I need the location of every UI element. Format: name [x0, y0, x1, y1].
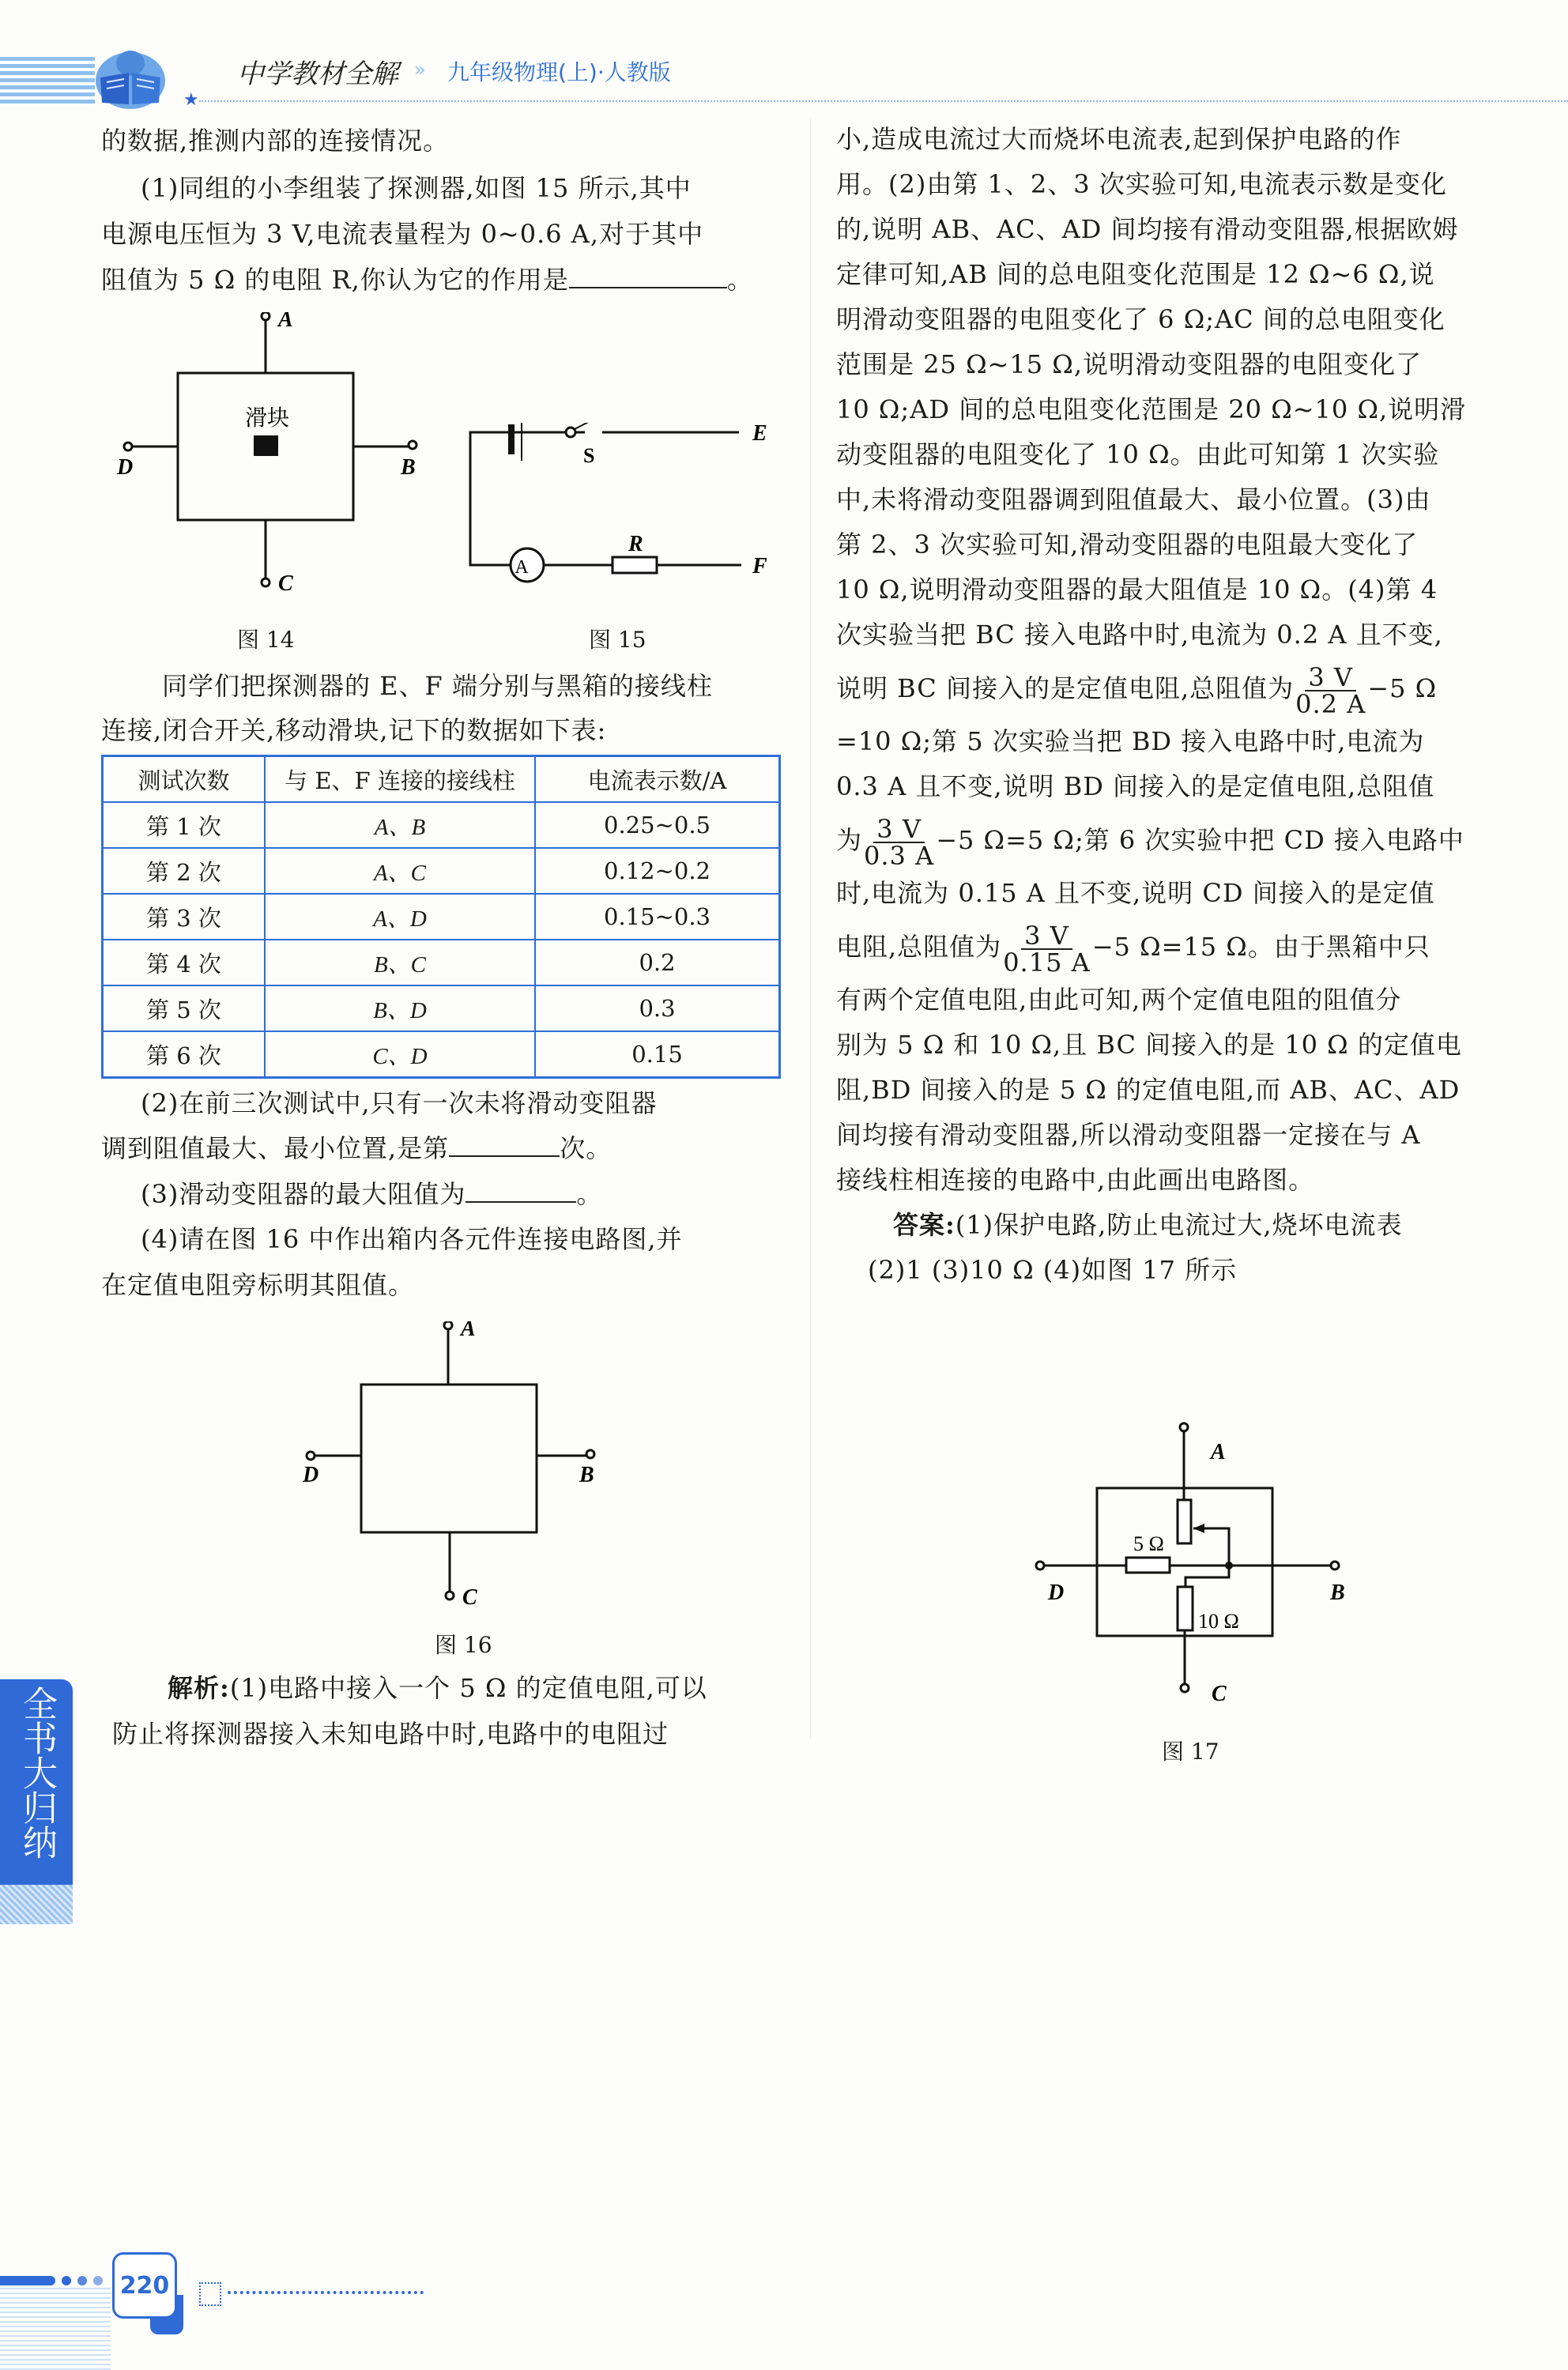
analysis-line-2: 防止将探测器接入未知电路中时,电路中的电阻过	[112, 1719, 669, 1749]
slider-arrow-icon	[1193, 1524, 1204, 1533]
label-a: A	[1211, 1440, 1226, 1464]
answer-line-2: (2)1 (3)10 Ω (4)如图 17 所示	[868, 1255, 1238, 1285]
analysis-cont-line: 范围是 25 Ω~15 Ω,说明滑动变阻器的电阻变化了	[836, 349, 1423, 379]
analysis-cont-line: 接线柱相连接的电路中,由此画出电路图。	[836, 1165, 1315, 1195]
label-d: D	[117, 455, 134, 480]
analysis-cont-line: 的,说明 AB、AC、AD 间均接有滑动变阻器,根据欧姆	[836, 214, 1459, 244]
footer-dotted-line	[228, 2291, 424, 2294]
table-row	[103, 802, 780, 848]
figure-17-caption: 图 17	[1162, 1739, 1219, 1765]
series-title: 中学教材全解	[237, 58, 398, 90]
cell-current: 0.12~0.2	[535, 848, 780, 894]
cell-trial: 第 5 次	[103, 985, 266, 1031]
cell-current: 0.3	[535, 985, 780, 1031]
q2-line-2-text: 调到阻值最大、最小位置,是第	[101, 1133, 450, 1163]
col-header-terminals: 与 E、F 连接的接线柱	[265, 756, 535, 803]
frac1-den: 0.2 A	[1295, 688, 1366, 719]
frac1-pre: 说明 BC 间接入的是定值电阻,总阻值为	[836, 673, 1295, 703]
analysis-cont-line: 10 Ω,说明滑动变阻器的最大阻值是 10 Ω。(4)第 4	[836, 575, 1438, 605]
label-c: C	[278, 571, 293, 596]
analysis-cont-line: 别为 5 Ω 和 10 Ω,且 BC 间接入的是 10 Ω 的定值电	[836, 1030, 1462, 1060]
q3-line	[141, 1172, 602, 1217]
footer-dot	[77, 2276, 87, 2285]
figure-16-empty-box[interactable]	[296, 1321, 612, 1614]
label-e: E	[752, 423, 767, 446]
label-c: C	[1212, 1682, 1227, 1706]
reading-mascot-logo-icon	[83, 46, 178, 111]
analysis-cont-line: 中,未将滑动变阻器调到阻值最大、最小位置。(3)由	[836, 484, 1431, 514]
frac2-den: 0.3 A	[864, 840, 935, 871]
frac1-num: 3 V	[1305, 665, 1356, 691]
label-a: A	[461, 1321, 476, 1341]
answer-line-1	[836, 1203, 1466, 1248]
q2-answer-blank[interactable]	[449, 1132, 560, 1157]
q1-answer-blank[interactable]	[569, 263, 727, 288]
terminal-d	[124, 443, 132, 450]
measurement-table	[101, 755, 781, 1079]
cell-trial: 第 2 次	[103, 848, 266, 894]
analysis-text-1: (1)电路中接入一个 5 Ω 的定值电阻,可以	[229, 1673, 707, 1703]
terminal-a	[444, 1321, 452, 1329]
q2-end: 次。	[560, 1133, 612, 1163]
battery-icon	[508, 424, 514, 454]
answer-label: 答案:	[893, 1210, 956, 1240]
table-row	[103, 1031, 780, 1078]
fraction-line-1	[836, 657, 1466, 719]
label-f: F	[752, 554, 767, 578]
header-stripes	[0, 57, 95, 104]
slider-block	[254, 435, 278, 456]
cell-terminals: B、C	[265, 940, 535, 985]
analysis-cont-line: 时,电流为 0.15 A 且不变,说明 CD 间接入的是定值	[836, 878, 1435, 908]
q2-line-1: (2)在前三次测试中,只有一次未将滑动变阻器	[141, 1088, 658, 1118]
analysis-cont-line: 小,造成电流过大而烧坏电流表,起到保护电路的作	[836, 124, 1402, 154]
terminal-d	[1036, 1562, 1044, 1569]
analysis-cont-line: 定律可知,AB 间的总电阻变化范围是 12 Ω~6 Ω,说	[836, 259, 1435, 289]
q1-line-2: 电源电压恒为 3 V,电流表量程为 0~0.6 A,对于其中	[101, 219, 704, 249]
cell-terminals: A、D	[265, 894, 535, 940]
label-d: D	[303, 1463, 319, 1487]
q3-text: (3)滑动变阻器的最大阻值为	[141, 1179, 466, 1209]
analysis-line-1	[168, 1666, 707, 1711]
table-row	[103, 985, 780, 1031]
header-dotted-rule	[199, 100, 1568, 102]
side-tab-pattern	[0, 1885, 73, 1924]
footer-square-icon	[199, 2282, 221, 2306]
table-header-row	[103, 756, 780, 803]
col-header-current: 电流表示数/A	[535, 756, 780, 803]
terminal-a	[262, 312, 270, 320]
frac3-pre: 电阻,总阻值为	[836, 932, 1002, 962]
frac2-num: 3 V	[873, 816, 925, 843]
fraction-line-2	[836, 809, 1466, 871]
side-tab-label: 全书大归纳	[17, 1686, 57, 1859]
fraction-line-3	[836, 916, 1466, 978]
frac3-num: 3 V	[1021, 923, 1072, 950]
terminal-c	[446, 1592, 454, 1599]
figure-14-black-box	[103, 312, 435, 612]
fraction-3v-over-0.3a	[864, 813, 935, 871]
figure-16-caption: 图 16	[435, 1632, 492, 1658]
frac2-pre: 为	[836, 825, 863, 855]
analysis-cont-line: 10 Ω;AD 间的总电阻变化范围是 20 Ω~10 Ω,说明滑	[836, 394, 1467, 424]
side-tab-chapter[interactable]	[0, 1679, 73, 1885]
ammeter-label: A	[514, 557, 529, 578]
table-row	[103, 940, 780, 985]
star-icon: ★	[183, 90, 199, 110]
fraction-3v-over-0.15a	[1003, 920, 1091, 978]
q1-line-3-text: 阻值为 5 Ω 的电阻 R,你认为它的作用是	[101, 265, 569, 295]
cell-terminals: C、D	[265, 1031, 535, 1078]
box-outline	[361, 1385, 537, 1532]
analysis-label: 解析:	[168, 1673, 230, 1703]
figure-15-caption: 图 15	[589, 627, 646, 653]
cell-terminals: A、C	[265, 848, 535, 894]
resistor-10-ohm	[1178, 1587, 1193, 1630]
q4-line-2: 在定值电阻旁标明其阻值。	[101, 1270, 415, 1300]
table-intro-line-1: 同学们把探测器的 E、F 端分别与黑箱的接线柱	[162, 671, 713, 701]
column-divider	[810, 119, 811, 1739]
resistor-5-ohm	[1126, 1558, 1170, 1573]
analysis-cont-line: 第 2、3 次实验可知,滑动变阻器的电阻最大变化了	[836, 529, 1419, 560]
book-subtitle: 九年级物理(上)·人教版	[447, 59, 671, 85]
terminal-b	[409, 441, 416, 449]
figure-14-caption: 图 14	[237, 627, 295, 653]
q1-line-3	[101, 258, 753, 303]
cell-current: 0.25~0.5	[535, 802, 780, 848]
terminal-b	[586, 1450, 594, 1458]
cell-trial: 第 4 次	[103, 940, 266, 985]
terminal-c	[1181, 1684, 1189, 1692]
cell-terminals: B、D	[265, 985, 535, 1031]
analysis-cont-line: 动变阻器的电阻变化了 10 Ω。由此可知第 1 次实验	[836, 439, 1440, 469]
figure-15-detector-circuit	[466, 423, 782, 605]
q2-line-2	[101, 1126, 612, 1171]
r1-label: 5 Ω	[1133, 1532, 1164, 1555]
footer-pattern	[0, 2288, 111, 2370]
analysis-cont-line: =10 Ω;第 5 次实验当把 BD 接入电路中时,电流为	[836, 726, 1425, 756]
resistor-label: R	[628, 532, 643, 556]
analysis-cont-line: 0.3 A 且不变,说明 BD 间接入的是定值电阻,总阻值	[836, 771, 1435, 801]
cell-current: 0.2	[535, 940, 780, 985]
cell-current: 0.15~0.3	[535, 894, 780, 940]
terminal-a	[1180, 1423, 1188, 1431]
fraction-3v-over-0.2a	[1295, 661, 1366, 719]
table-row	[103, 894, 780, 940]
analysis-cont-line: 间均接有滑动变阻器,所以滑动变阻器一定接在与 A	[836, 1120, 1421, 1150]
header-separator: »	[414, 58, 426, 81]
terminal-c	[262, 578, 270, 586]
q3-end: 。	[576, 1179, 603, 1209]
table-row	[103, 848, 780, 894]
footer-dot	[93, 2276, 103, 2285]
figure-17-solution-circuit	[1027, 1415, 1359, 1707]
label-b: B	[1330, 1581, 1345, 1605]
r2-label: 10 Ω	[1198, 1610, 1239, 1633]
slider-label: 滑块	[245, 406, 290, 431]
cell-trial: 第 1 次	[103, 802, 266, 848]
frac3-den: 0.15 A	[1003, 947, 1091, 978]
q1-end: 。	[726, 265, 753, 295]
analysis-cont-line: 用。(2)由第 1、2、3 次实验可知,电流表示数是变化	[836, 169, 1447, 199]
page-number: 220	[112, 2252, 177, 2319]
label-c: C	[462, 1585, 477, 1610]
answer-text-1: (1)保护电路,防止电流过大,烧坏电流表	[955, 1210, 1403, 1240]
resistor-r	[612, 557, 657, 573]
frac3-post: −5 Ω=15 Ω。由于黑箱中只	[1091, 932, 1430, 962]
q3-answer-blank[interactable]	[466, 1177, 576, 1203]
right-column	[836, 117, 1466, 1293]
junction-dot	[1225, 1562, 1233, 1569]
switch-label: S	[583, 444, 595, 467]
analysis-cont-line: 有两个定值电阻,由此可知,两个定值电阻的阻值分	[836, 985, 1402, 1015]
frac1-post: −5 Ω	[1367, 673, 1438, 703]
intro-line: 的数据,推测内部的连接情况。	[101, 126, 450, 156]
label-b: B	[579, 1463, 594, 1487]
col-header-trial: 测试次数	[103, 756, 266, 803]
label-b: B	[401, 455, 416, 480]
frac2-post: −5 Ω=5 Ω;第 6 次实验中把 CD 接入电路中	[936, 825, 1464, 855]
cell-trial: 第 3 次	[103, 894, 266, 940]
analysis-cont-line: 次实验当把 BC 接入电路中时,电流为 0.2 A 且不变,	[836, 620, 1443, 650]
q1-line-1: (1)同组的小李组装了探测器,如图 15 所示,其中	[141, 173, 692, 203]
footer-dot	[62, 2276, 71, 2285]
label-a: A	[278, 312, 293, 332]
rheostat-icon	[1178, 1500, 1191, 1543]
switch-pivot	[566, 428, 575, 437]
cell-trial: 第 6 次	[103, 1031, 266, 1078]
analysis-cont-line: 明滑动变阻器的电阻变化了 6 Ω;AC 间的总电阻变化	[836, 304, 1446, 334]
label-d: D	[1048, 1581, 1065, 1605]
cell-terminals: A、B	[265, 802, 535, 848]
table-intro-line-2: 连接,闭合开关,移动滑块,记下的数据如下表:	[101, 715, 607, 745]
terminal-b	[1331, 1562, 1339, 1569]
analysis-cont-line: 阻,BD 间接入的是 5 Ω 的定值电阻,而 AB、AC、AD	[836, 1075, 1461, 1105]
terminal-d	[307, 1452, 315, 1460]
cell-current: 0.15	[535, 1031, 780, 1078]
q4-line-1: (4)请在图 16 中作出箱内各元件连接电路图,并	[141, 1224, 683, 1254]
footer-bar	[0, 2276, 55, 2285]
